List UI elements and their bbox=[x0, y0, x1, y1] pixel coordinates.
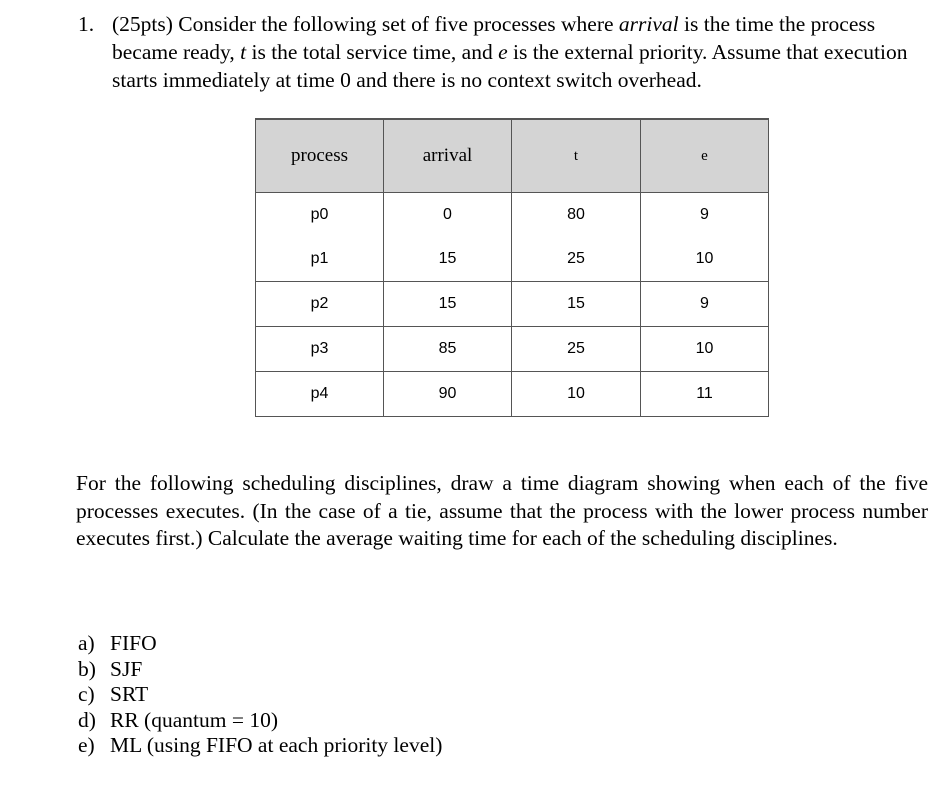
discipline-list bbox=[78, 631, 442, 759]
option-text: SJF bbox=[110, 656, 143, 681]
instructions-paragraph: For the following scheduling disciplines, draw a time diagram showing when each of the five processes executes. (In the case of a tie, assume that the process with the lower process number executes first.) Calculate the average waiting time for each of the scheduling disciplines. bbox=[76, 471, 928, 550]
cell-arrival: 90 bbox=[384, 372, 512, 417]
cell-process: p0 bbox=[256, 193, 384, 238]
cell-t: 25 bbox=[512, 237, 641, 282]
cell-process: p2 bbox=[256, 282, 384, 327]
option-text: FIFO bbox=[110, 631, 157, 655]
term-arrival: arrival bbox=[618, 12, 679, 36]
term-t: t bbox=[240, 40, 247, 64]
list-item bbox=[78, 631, 442, 657]
option-letter: a) bbox=[78, 631, 95, 655]
process-table bbox=[255, 118, 769, 417]
cell-e: 9 bbox=[641, 282, 769, 327]
cell-t: 15 bbox=[512, 282, 641, 327]
list-item bbox=[78, 708, 442, 734]
list-item bbox=[78, 682, 442, 708]
question-text: (25pts) Consider the following set of five processes where arrival is the time the process became ready, t is the total service time, and e is the external priority. Assume that execution starts immediately at time 0 and there is no context switch overhead. bbox=[112, 12, 908, 92]
option-letter: e) bbox=[78, 733, 95, 757]
option-text: ML (using FIFO at each priority level) bbox=[110, 733, 443, 757]
cell-e: 9 bbox=[641, 193, 769, 238]
cell-t: 10 bbox=[512, 372, 641, 417]
option-text: RR (quantum = 10) bbox=[110, 707, 278, 732]
cell-e: 11 bbox=[641, 372, 769, 417]
term-e: e bbox=[498, 40, 508, 64]
question-number: 1. bbox=[78, 12, 95, 36]
option-text: SRT bbox=[110, 682, 149, 706]
cell-t: 80 bbox=[512, 193, 641, 238]
table-row bbox=[256, 237, 769, 282]
header-t: t bbox=[512, 119, 641, 193]
table-row bbox=[256, 282, 769, 327]
table-row bbox=[256, 193, 769, 238]
option-letter: b) bbox=[78, 656, 96, 681]
header-arrival: arrival bbox=[384, 119, 512, 193]
cell-e: 10 bbox=[641, 237, 769, 282]
cell-arrival: 15 bbox=[384, 282, 512, 327]
list-item bbox=[78, 657, 442, 683]
table-row bbox=[256, 372, 769, 417]
table-row bbox=[256, 327, 769, 372]
cell-process: p4 bbox=[256, 372, 384, 417]
header-process: process bbox=[256, 119, 384, 193]
table-header-row bbox=[256, 119, 769, 193]
option-letter: d) bbox=[78, 707, 96, 732]
cell-e: 10 bbox=[641, 327, 769, 372]
option-letter: c) bbox=[78, 682, 95, 706]
header-e: e bbox=[641, 119, 769, 193]
cell-t: 25 bbox=[512, 327, 641, 372]
cell-arrival: 15 bbox=[384, 237, 512, 282]
cell-arrival: 85 bbox=[384, 327, 512, 372]
cell-process: p3 bbox=[256, 327, 384, 372]
cell-arrival: 0 bbox=[384, 193, 512, 238]
list-item bbox=[78, 733, 442, 759]
cell-process: p1 bbox=[256, 237, 384, 282]
